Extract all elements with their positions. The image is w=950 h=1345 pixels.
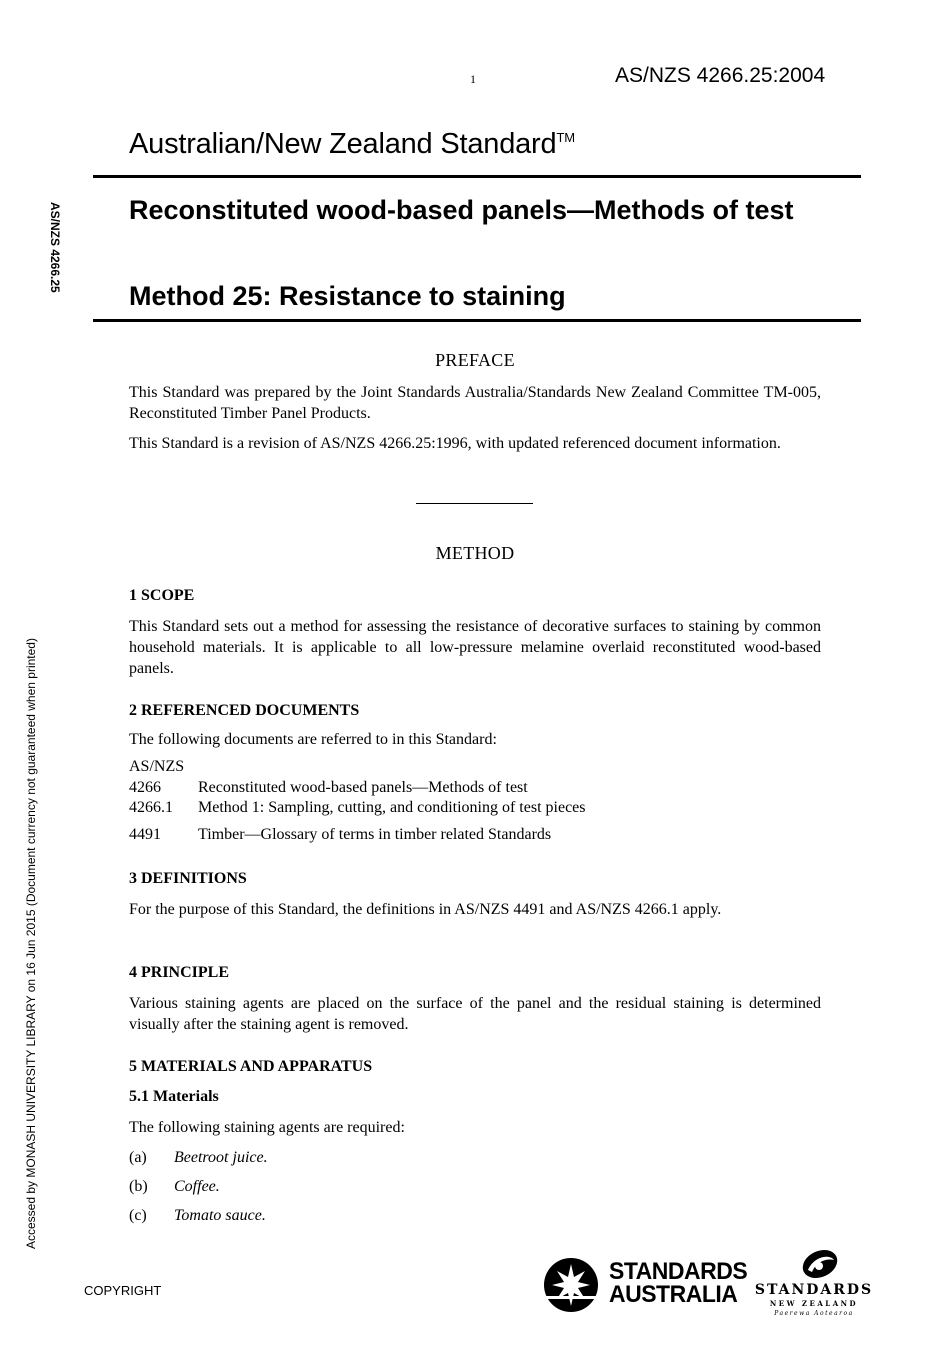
list-item: Beetroot juice. [174, 1149, 268, 1166]
method-title: Method 25: Resistance to staining [129, 281, 566, 311]
principle-heading: 4 PRINCIPLE [129, 964, 230, 981]
references-heading: 2 REFERENCED DOCUMENTS [129, 702, 360, 719]
list-item: Coffee. [174, 1178, 220, 1195]
logo-australia-text [609, 1256, 748, 1308]
list-label: (c) [129, 1207, 147, 1224]
definitions-text: For the purpose of this Standard, the definitions in AS/NZS 4491 and AS/NZS 4266.1 apply. [129, 901, 722, 918]
materials-subheading: 5.1 Materials [129, 1088, 219, 1105]
logo-nz-line: Paerewa Aotearoa [774, 1310, 854, 1317]
section-divider [416, 503, 533, 504]
page-number: 1 [470, 72, 476, 86]
standard-name-text: Australian/New Zealand Standard [129, 128, 557, 160]
trademark-mark: TM [556, 130, 575, 145]
reference-code: 4266.1 [129, 799, 173, 816]
document-title: Reconstituted wood-based panels—Methods of test [129, 195, 794, 225]
list-item: Tomato sauce. [174, 1207, 266, 1224]
list-label: (a) [129, 1149, 147, 1166]
reference-code: 4266 [129, 779, 161, 796]
fern-swirl-icon [798, 1248, 842, 1283]
spine-standard-code: AS/NZS 4266.25 [48, 202, 62, 293]
principle-text: Various staining agents are placed on the surface of the panel and the residual staining is determined visually after the staining agent is removed. [129, 995, 821, 1033]
logo-australia-line: AUSTRALIA [609, 1279, 738, 1308]
definitions-heading: 3 DEFINITIONS [129, 870, 247, 887]
list-label: (b) [129, 1178, 148, 1195]
standards-new-zealand-logo [752, 1248, 877, 1320]
references-intro: The following documents are referred to in this Standard: [129, 731, 497, 748]
title-rule-top [93, 175, 861, 178]
logo-nz-line: STANDARDS [754, 1282, 874, 1298]
materials-intro: The following staining agents are required: [129, 1119, 405, 1136]
standard-name [129, 128, 575, 161]
logo-nz-line: NEW ZEALAND [769, 1299, 859, 1308]
reference-title: Method 1: Sampling, cutting, and conditioning of test pieces [198, 799, 586, 816]
title-rule-bottom [93, 319, 861, 322]
reference-title: Reconstituted wood-based panels—Methods of test [198, 779, 528, 796]
preface-paragraph-1: This Standard was prepared by the Joint Standards Australia/Standards New Zealand Committee TM-005, Reconstituted Timber Panel Products. [129, 384, 821, 422]
preface-heading: PREFACE [435, 350, 515, 370]
access-notice: Accessed by MONASH UNIVERSITY LIBRARY on 16 Jun 2015 (Document currency not guaranteed when printed) [24, 638, 38, 1249]
materials-heading: 5 MATERIALS AND APPARATUS [129, 1058, 373, 1075]
standard-code: AS/NZS 4266.25:2004 [615, 64, 826, 87]
references-group: AS/NZS [129, 758, 185, 775]
scope-heading: 1 SCOPE [129, 587, 195, 604]
reference-title: Timber—Glossary of terms in timber related Standards [198, 826, 552, 843]
reference-code: 4491 [129, 826, 161, 843]
logo-australia-line: STANDARDS [609, 1256, 748, 1285]
method-heading: METHOD [435, 543, 515, 563]
copyright-label: COPYRIGHT [84, 1283, 162, 1298]
scope-text: This Standard sets out a method for assessing the resistance of decorative surfaces to staining by common household materials. It is applicable to all low-pressure melamine overlaid reconstituted wood-based panels. [129, 618, 821, 677]
preface-paragraph-2: This Standard is a revision of AS/NZS 4266.25:1996, with updated referenced document information. [129, 435, 781, 452]
